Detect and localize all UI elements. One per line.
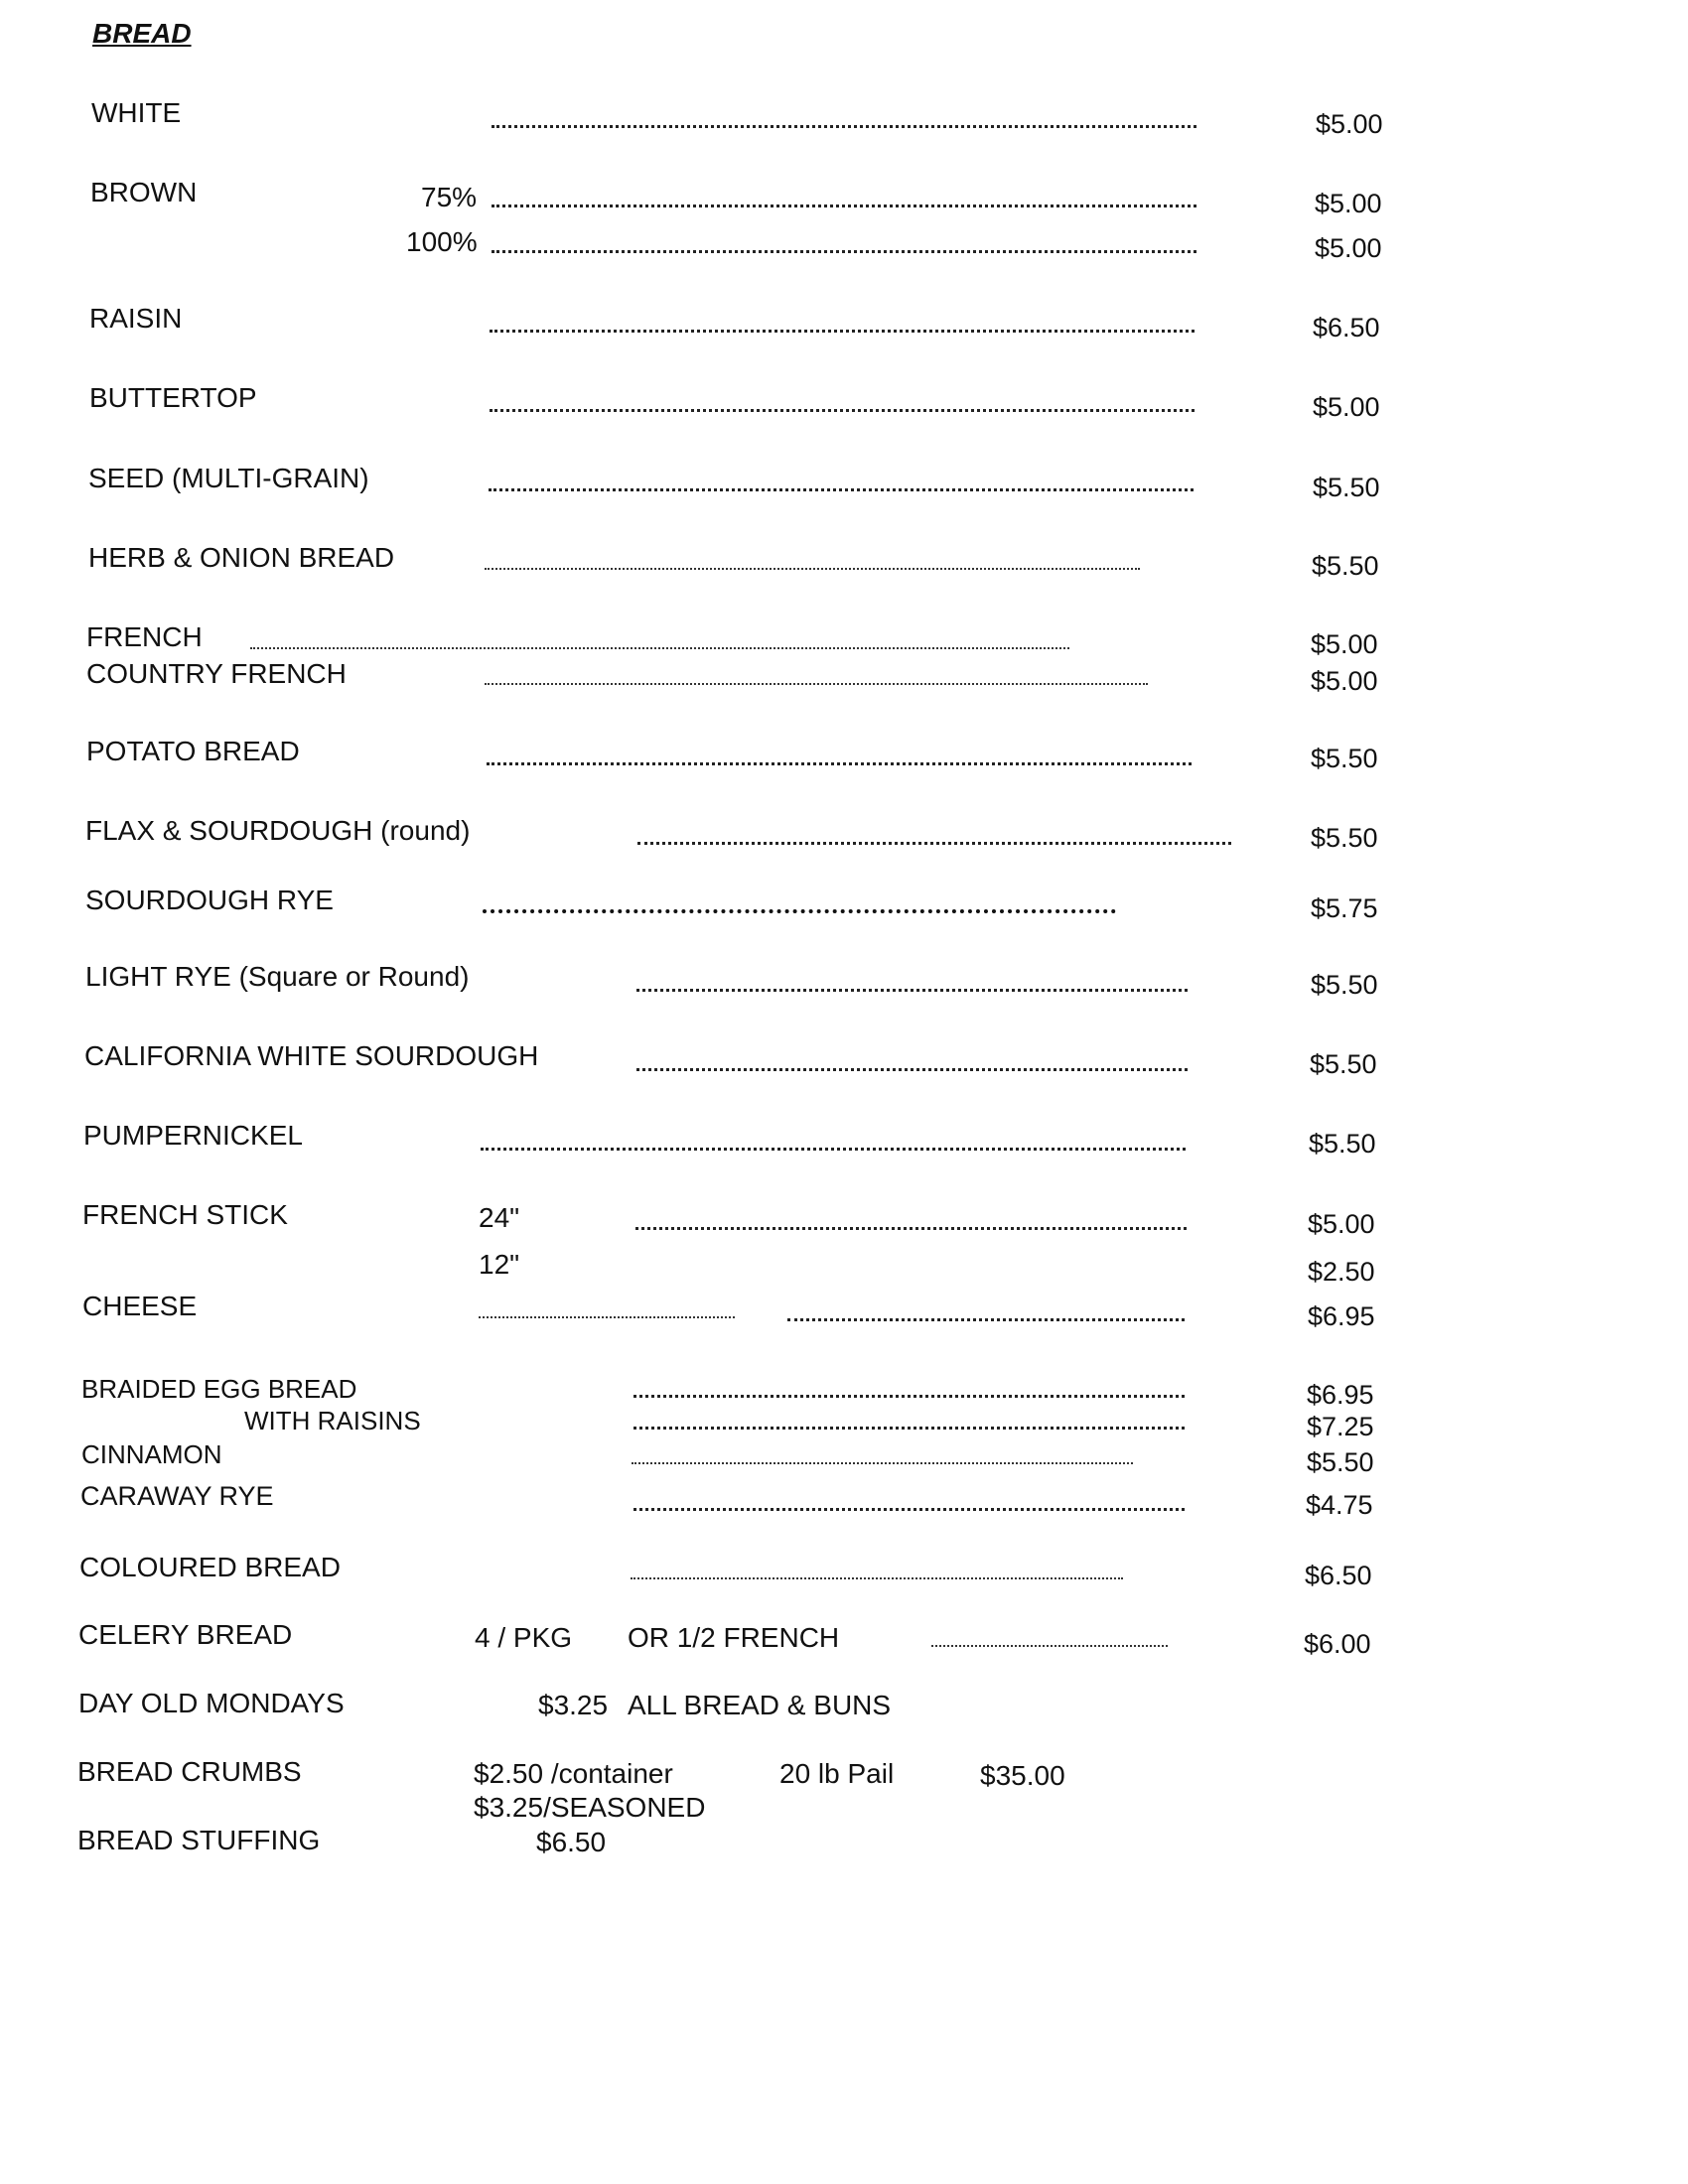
price-seed: $5.50 <box>1313 473 1380 502</box>
item-name-flax-sourdough: FLAX & SOURDOUGH (round) <box>85 815 471 846</box>
item-name-bread-stuffing: BREAD STUFFING <box>77 1825 321 1855</box>
item-name-brown: BROWN <box>90 177 198 207</box>
leader-dots <box>492 125 1196 128</box>
leader-dots <box>633 1508 1185 1511</box>
price-cinnamon: $5.50 <box>1307 1447 1374 1477</box>
variant-brown-100: 100% <box>406 226 478 257</box>
item-name-french-stick: FRENCH STICK <box>82 1199 288 1230</box>
leader-dots <box>487 762 1192 765</box>
item-name-potato: POTATO BREAD <box>86 736 300 766</box>
celery-qty: 4 / PKG <box>475 1622 573 1653</box>
leader-dots <box>636 989 1188 992</box>
price-celery: $6.00 <box>1304 1629 1371 1659</box>
leader-dots <box>632 1462 1133 1464</box>
price-coloured: $6.50 <box>1305 1561 1372 1590</box>
item-name-herb-onion: HERB & ONION BREAD <box>88 542 395 573</box>
leader-dots <box>637 842 1231 845</box>
item-name-pumpernickel: PUMPERNICKEL <box>83 1120 303 1151</box>
price-braided-egg: $6.95 <box>1307 1380 1374 1410</box>
leader-dots <box>492 250 1196 253</box>
price-french: $5.00 <box>1311 629 1378 659</box>
price-sourdough-rye: $5.75 <box>1311 893 1378 923</box>
price-bread-crumbs-pail: $35.00 <box>980 1760 1065 1791</box>
price-raisin: $6.50 <box>1313 313 1380 342</box>
item-name-country-french: COUNTRY FRENCH <box>86 658 347 689</box>
item-name-white: WHITE <box>91 97 182 128</box>
day-old-note: ALL BREAD & BUNS <box>628 1690 892 1720</box>
item-name-french: FRENCH <box>86 621 203 652</box>
price-caraway-rye: $4.75 <box>1306 1490 1373 1520</box>
item-name-cheese: CHEESE <box>82 1291 198 1321</box>
item-name-braided-egg: BRAIDED EGG BREAD <box>81 1374 357 1404</box>
price-french-stick-24: $5.00 <box>1308 1209 1375 1239</box>
price-with-raisins: $7.25 <box>1307 1412 1374 1441</box>
leader-dots <box>633 1395 1185 1398</box>
item-name-light-rye: LIGHT RYE (Square or Round) <box>85 961 470 992</box>
price-bread-crumbs-container: $2.50 /container <box>474 1758 673 1789</box>
page-title: BREAD <box>92 18 192 49</box>
leader-dots <box>489 488 1194 491</box>
item-name-bread-crumbs: BREAD CRUMBS <box>77 1756 302 1787</box>
price-flax-sourdough: $5.50 <box>1311 823 1378 853</box>
price-bread-crumbs-seasoned: $3.25/SEASONED <box>474 1792 706 1823</box>
item-name-california-sourdough: CALIFORNIA WHITE SOURDOUGH <box>84 1040 539 1071</box>
variant-brown-75: 75% <box>421 182 478 212</box>
leader-dots <box>633 1427 1185 1430</box>
price-light-rye: $5.50 <box>1311 970 1378 1000</box>
leader-dots <box>490 330 1195 333</box>
item-name-day-old: DAY OLD MONDAYS <box>78 1688 345 1718</box>
leader-dots <box>931 1645 1168 1647</box>
price-day-old: $3.25 <box>538 1690 609 1720</box>
price-buttertop: $5.00 <box>1313 392 1380 422</box>
item-name-raisin: RAISIN <box>89 303 183 334</box>
leader-dots <box>787 1318 1185 1321</box>
leader-dots <box>481 1148 1186 1151</box>
item-name-cinnamon: CINNAMON <box>81 1439 222 1469</box>
bread-crumbs-pail: 20 lb Pail <box>779 1758 895 1789</box>
price-cheese: $6.95 <box>1308 1301 1375 1331</box>
price-herb-onion: $5.50 <box>1312 551 1379 581</box>
price-white: $5.00 <box>1316 109 1383 139</box>
item-name-caraway-rye: CARAWAY RYE <box>80 1481 274 1511</box>
celery-alt: OR 1/2 FRENCH <box>628 1622 840 1653</box>
price-potato: $5.50 <box>1311 744 1378 773</box>
leader-dots <box>485 568 1140 570</box>
leader-dots <box>479 1316 735 1318</box>
price-french-stick-12: $2.50 <box>1308 1257 1375 1287</box>
leader-dots <box>250 647 1069 649</box>
size-french-stick-12: 12" <box>479 1249 520 1280</box>
leader-dots <box>490 409 1195 412</box>
item-name-seed: SEED (MULTI-GRAIN) <box>88 463 369 493</box>
price-bread-stuffing: $6.50 <box>536 1827 607 1857</box>
price-country-french: $5.00 <box>1311 666 1378 696</box>
leader-dots <box>483 909 1116 913</box>
leader-dots <box>485 683 1148 685</box>
leader-dots <box>635 1227 1187 1230</box>
item-name-buttertop: BUTTERTOP <box>89 382 257 413</box>
leader-dots <box>631 1577 1123 1579</box>
leader-dots <box>492 205 1196 207</box>
item-name-sourdough-rye: SOURDOUGH RYE <box>85 885 334 915</box>
price-pumpernickel: $5.50 <box>1309 1129 1376 1159</box>
price-brown-100: $5.00 <box>1315 233 1382 263</box>
price-brown-75: $5.00 <box>1315 189 1382 218</box>
size-french-stick-24: 24" <box>479 1202 520 1233</box>
item-name-celery: CELERY BREAD <box>78 1619 293 1650</box>
item-name-coloured: COLOURED BREAD <box>79 1552 341 1582</box>
item-name-with-raisins: WITH RAISINS <box>244 1406 421 1435</box>
price-california-sourdough: $5.50 <box>1310 1049 1377 1079</box>
leader-dots <box>636 1068 1188 1071</box>
